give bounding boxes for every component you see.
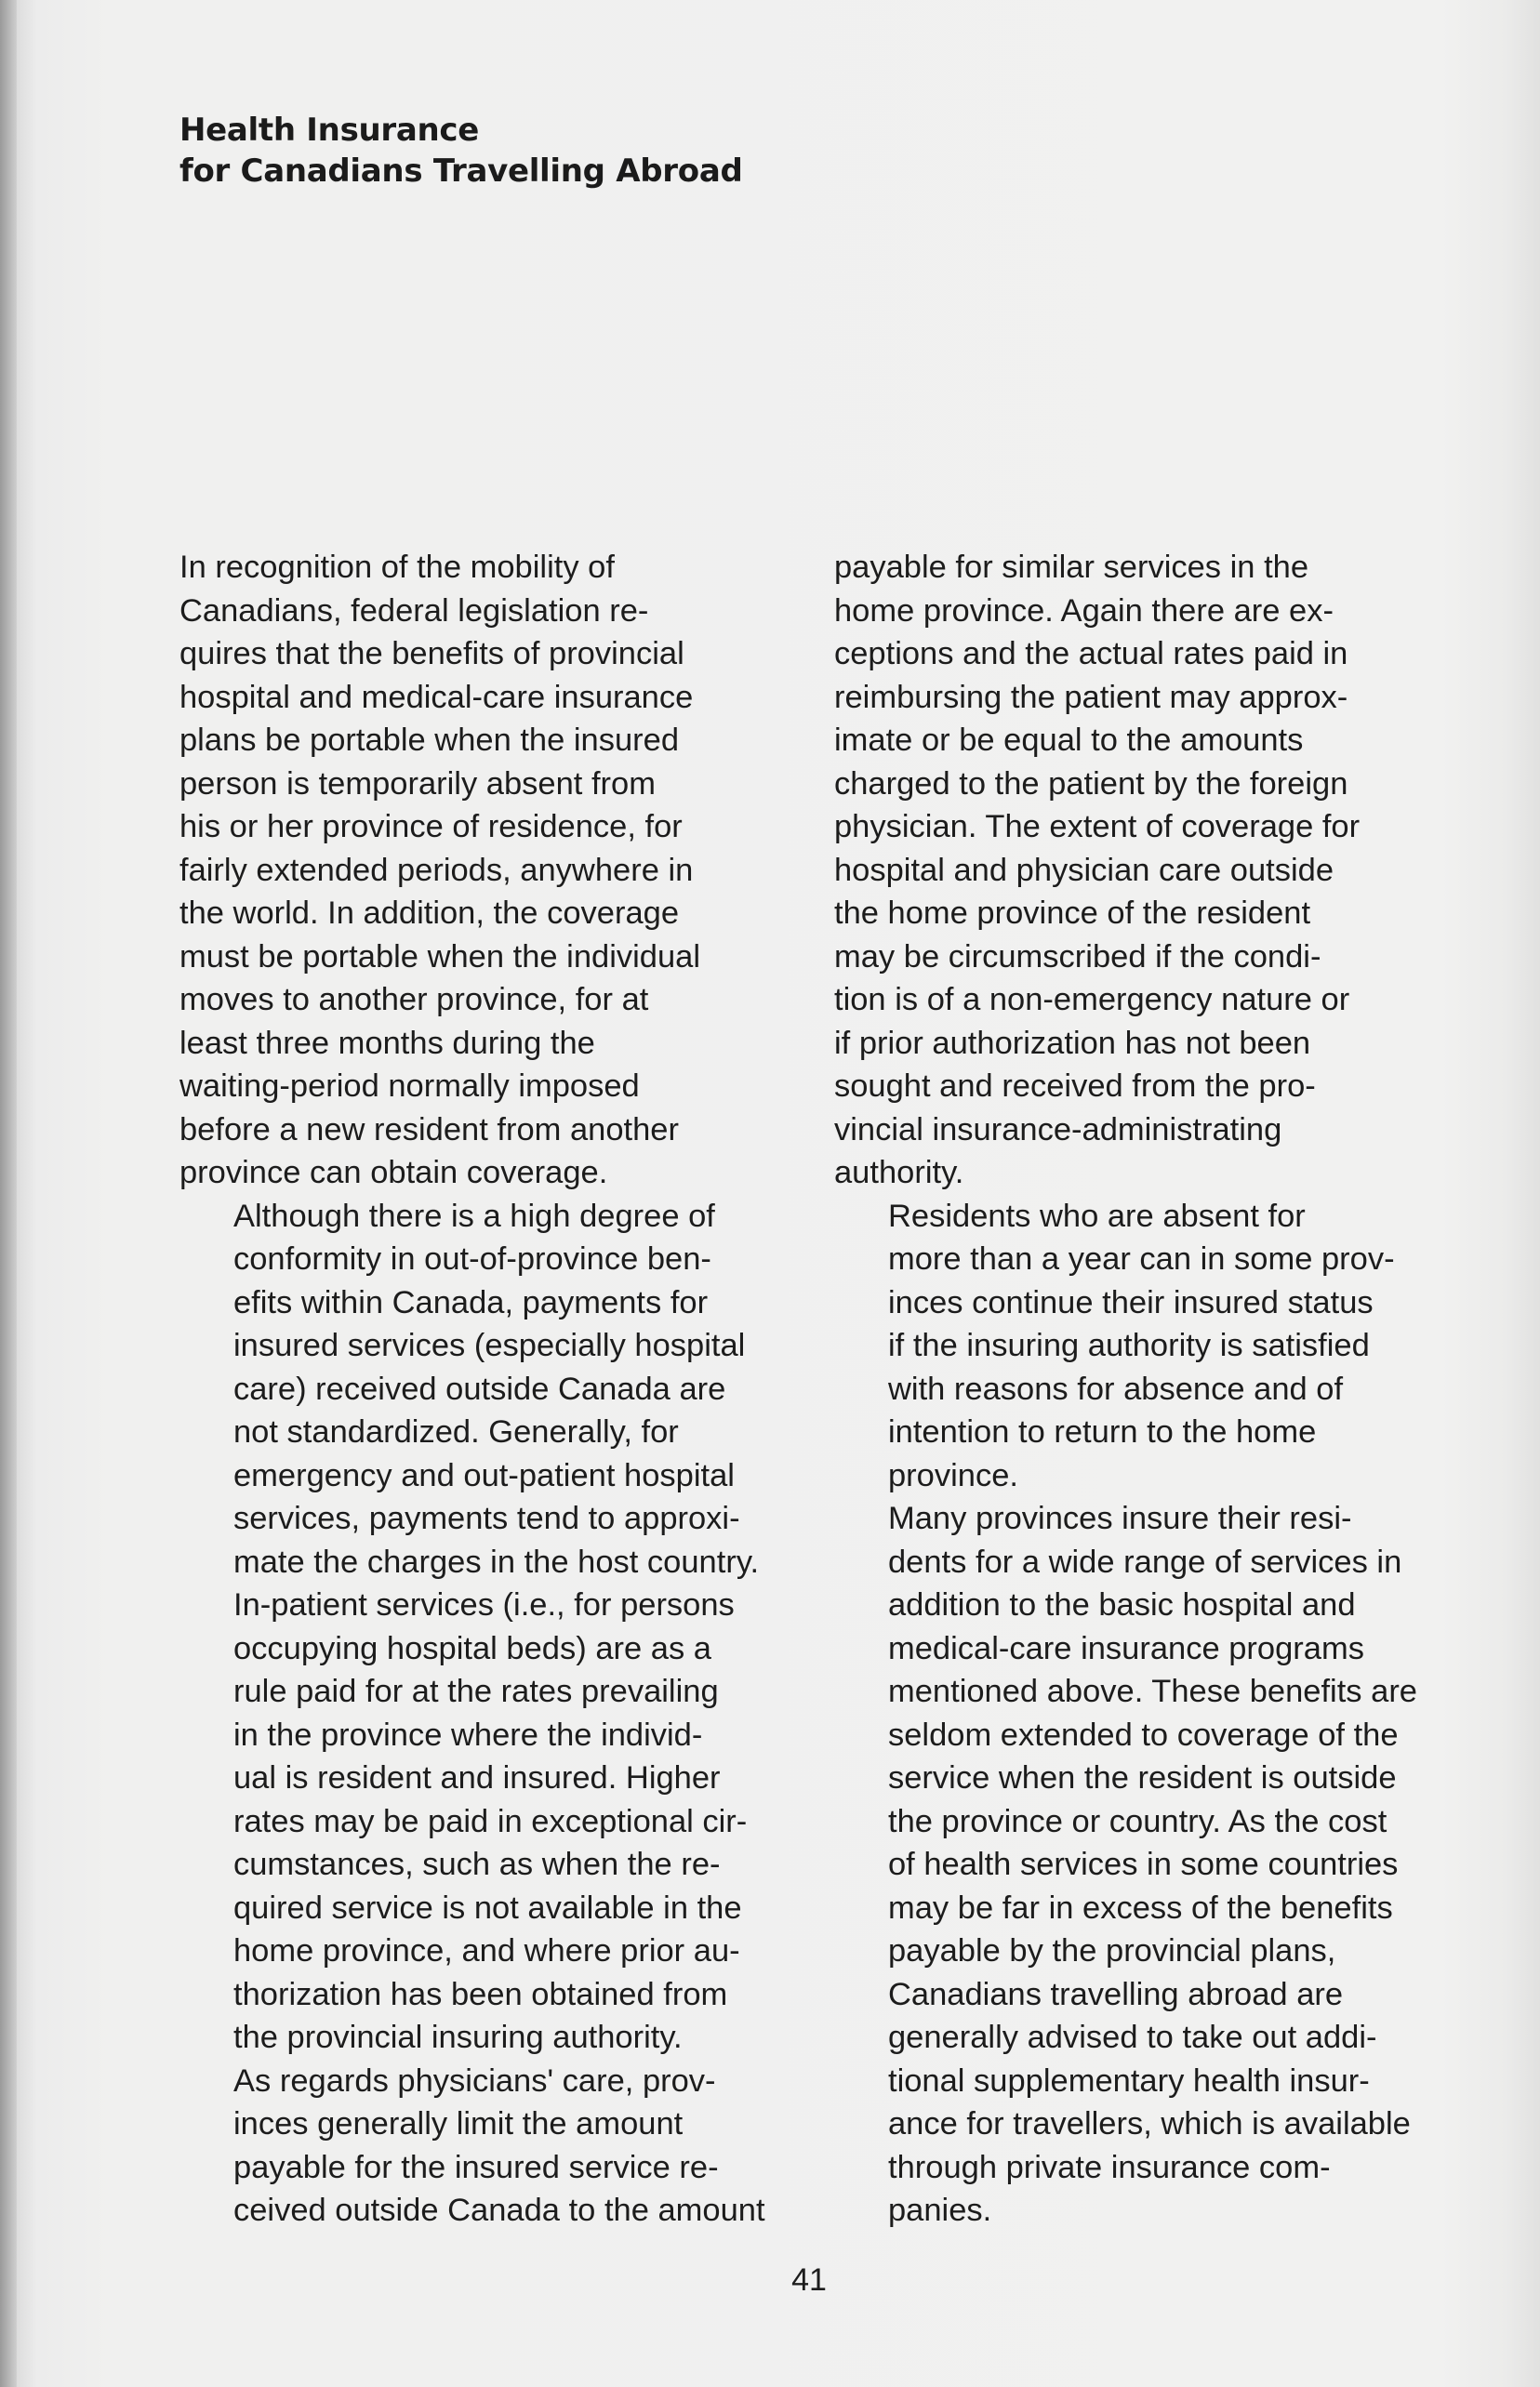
text-line: Canadians travelling abroad are [888, 1976, 1344, 2012]
text-line: payable for the insured service re- [233, 2149, 719, 2185]
text-line: tional supplementary health insur- [888, 2062, 1370, 2099]
text-line: thorization has been obtained from [233, 1976, 728, 2012]
text-line: dents for a wide range of services in [888, 1544, 1402, 1580]
text-line: tion is of a non-emergency nature or [834, 982, 1350, 1017]
text-line: may be far in excess of the benefits [888, 1890, 1393, 1926]
text-line: mate the charges in the host country. [233, 1544, 760, 1580]
page-number: 41 [791, 2262, 827, 2298]
text-line: care) received outside Canada are [233, 1371, 726, 1407]
text-line: vincial insurance-administrating [834, 1111, 1282, 1147]
paragraph [834, 1497, 1485, 2233]
right-text-column [834, 546, 1485, 2233]
text-line: least three months during the [179, 1025, 595, 1061]
heading-line-2: for Canadians Travelling Abroad [179, 153, 743, 190]
text-line: home province. Again there are ex- [834, 592, 1334, 629]
text-line: cumstances, such as when the re- [233, 1847, 721, 1882]
text-line: quires that the benefits of provincial [179, 636, 684, 671]
text-line: the world. In addition, the coverage [179, 895, 680, 931]
text-line: province can obtain coverage. [179, 1155, 608, 1190]
text-line: addition to the basic hospital and [888, 1587, 1356, 1623]
text-line: home province, and where prior au- [233, 1933, 740, 1969]
text-line: physician. The extent of coverage for [834, 809, 1361, 844]
text-line: occupying hospital beds) are as a [233, 1630, 711, 1666]
text-line: Canadians, federal legislation re- [179, 592, 649, 629]
text-line: payable by the provincial plans, [888, 1933, 1336, 1969]
text-line: quired service is not available in the [233, 1890, 742, 1926]
text-line: sought and received from the pro- [834, 1068, 1316, 1104]
text-line: As regards physicians' care, prov- [233, 2062, 716, 2099]
text-line: efits within Canada, payments for [233, 1284, 709, 1320]
text-line: generally advised to take out addi- [888, 2020, 1377, 2055]
text-line: person is temporarily absent from [179, 765, 656, 802]
text-line: rule paid for at the rates prevailing [233, 1674, 719, 1709]
text-line: ual is resident and insured. Higher [233, 1760, 721, 1796]
left-text-column [179, 546, 830, 2233]
text-line: waiting-period normally imposed [179, 1068, 640, 1104]
text-line: in the province where the individ- [233, 1717, 703, 1753]
paragraph [179, 546, 830, 1195]
text-line: if prior authorization has not been [834, 1025, 1311, 1061]
text-line: province. [888, 1457, 1018, 1493]
text-line: ance for travellers, which is available [888, 2106, 1411, 2142]
text-line: may be circumscribed if the condi- [834, 938, 1321, 975]
text-line: In recognition of the mobility of [179, 550, 615, 585]
text-line: through private insurance com- [888, 2149, 1331, 2185]
text-line: moves to another province, for at [179, 982, 649, 1017]
paragraph [834, 546, 1485, 1195]
text-line: panies. [888, 2193, 992, 2228]
binding-shadow [0, 0, 17, 2387]
text-line: the provincial insuring authority. [233, 2020, 683, 2055]
text-line: ceptions and the actual rates paid in [834, 636, 1348, 671]
text-line: services, payments tend to approxi- [233, 1501, 740, 1536]
text-line: before a new resident from another [179, 1111, 679, 1147]
page-heading [179, 110, 1016, 192]
text-line: ceived outside Canada to the amount [233, 2193, 765, 2228]
paragraph [179, 1195, 830, 2060]
text-line: mentioned above. These benefits are [888, 1674, 1417, 1709]
text-line: reimbursing the patient may approx- [834, 679, 1348, 715]
text-line: payable for similar services in the [834, 550, 1309, 585]
text-line: emergency and out-patient hospital [233, 1457, 735, 1493]
text-line: if the insuring authority is satisfied [888, 1328, 1370, 1363]
text-line: not standardized. Generally, for [233, 1414, 679, 1450]
text-line: more than a year can in some prov- [888, 1241, 1395, 1277]
text-line: hospital and medical-care insurance [179, 679, 694, 715]
heading-line-1: Health Insurance [179, 112, 480, 149]
text-line: with reasons for absence and of [888, 1371, 1344, 1407]
text-line: charged to the patient by the foreign [834, 765, 1348, 802]
text-line: fairly extended periods, anywhere in [179, 852, 694, 888]
text-line: Many provinces insure their resi- [888, 1501, 1352, 1536]
text-line: medical-care insurance programs [888, 1630, 1364, 1666]
text-line: seldom extended to coverage of the [888, 1717, 1399, 1753]
text-line: authority. [834, 1155, 964, 1190]
paragraph [179, 2060, 830, 2233]
text-line: inces generally limit the amount [233, 2106, 684, 2142]
text-line: hospital and physician care outside [834, 852, 1334, 888]
text-line: inces continue their insured status [888, 1284, 1374, 1320]
text-line: Although there is a high degree of [233, 1198, 715, 1234]
text-line: plans be portable when the insured [179, 723, 680, 758]
text-line: must be portable when the individual [179, 938, 701, 975]
text-line: insured services (especially hospital [233, 1328, 746, 1363]
paragraph [834, 1195, 1485, 1498]
text-line: conformity in out-of-province ben- [233, 1241, 711, 1277]
text-line: service when the resident is outside [888, 1760, 1397, 1796]
text-line: rates may be paid in exceptional cir- [233, 1803, 748, 1839]
text-line: intention to return to the home [888, 1414, 1317, 1450]
text-line: the province or country. As the cost [888, 1803, 1387, 1839]
text-line: In-patient services (i.e., for persons [233, 1587, 735, 1623]
text-line: the home province of the resident [834, 895, 1311, 931]
text-line: his or her province of residence, for [179, 809, 683, 844]
text-line: of health services in some countries [888, 1847, 1399, 1882]
text-line: imate or be equal to the amounts [834, 723, 1304, 758]
text-line: Residents who are absent for [888, 1198, 1306, 1234]
